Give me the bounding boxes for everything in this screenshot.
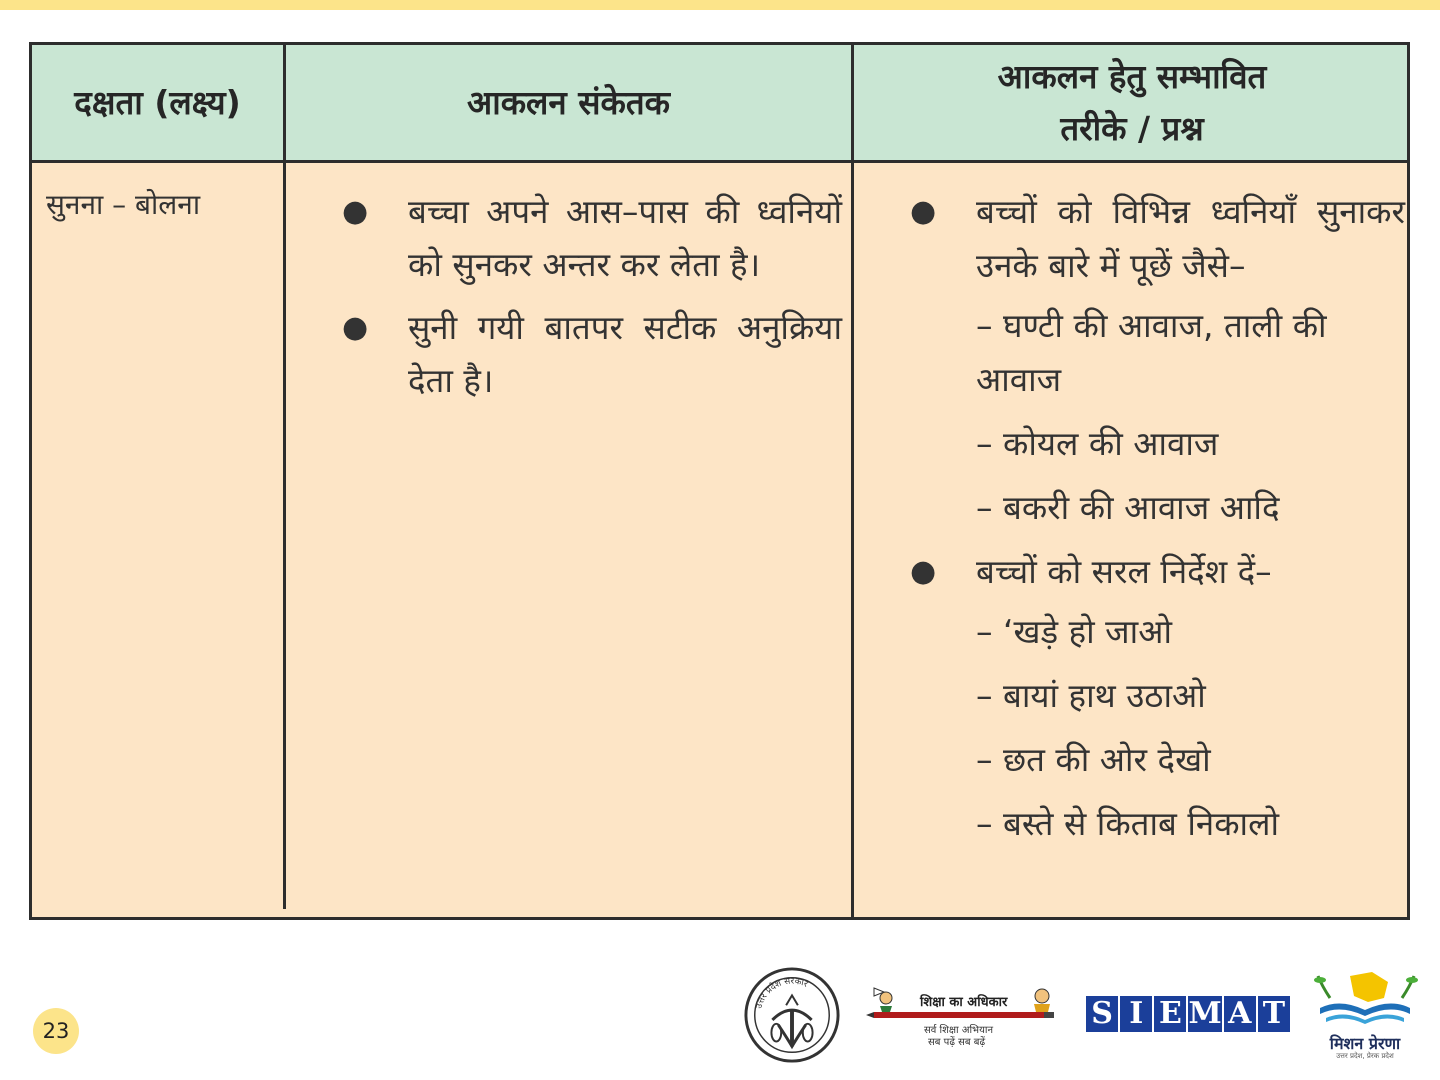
prerna-tagline: उत्तर प्रदेश, प्रेरक प्रदेश bbox=[1336, 1052, 1394, 1060]
page-number-badge: 23 bbox=[33, 1008, 79, 1054]
sub-list-item: – कोयल की आवाज bbox=[976, 424, 1219, 463]
list-item bbox=[900, 185, 1405, 293]
indicator-text: बच्चा अपने आस–पास की ध्वनियों को सुनकर अन्तर कर लेता है। bbox=[408, 192, 842, 284]
indicator-cell bbox=[332, 185, 842, 407]
prerna-title: मिशन प्रेरणा bbox=[1329, 1034, 1401, 1053]
method-cell bbox=[900, 185, 1405, 861]
method-text: बच्चों को विभिन्न ध्वनियाँ सुनाकर उनके बारे में पूछें जैसे– bbox=[976, 192, 1405, 285]
header-methods-line1: आकलन हेतु सम्भावित bbox=[997, 56, 1267, 96]
list-item bbox=[332, 301, 842, 407]
bullet-icon: ● bbox=[910, 554, 937, 589]
siemat-letter: S bbox=[1086, 996, 1118, 1032]
up-government-emblem-icon bbox=[743, 966, 841, 1064]
up-map-book-icon bbox=[1310, 968, 1420, 1032]
sub-list-item: – छत की ओर देखो bbox=[976, 740, 1211, 779]
list-item bbox=[900, 545, 1405, 599]
skill-cell: सुनना – बोलना bbox=[46, 188, 201, 221]
sub-list-item: – ‘खड़े हो जाओ bbox=[976, 612, 1172, 651]
method-text: बच्चों को सरल निर्देश दें– bbox=[976, 552, 1272, 591]
siemat-letter: A bbox=[1224, 996, 1256, 1032]
header-methods bbox=[854, 45, 1410, 160]
header-methods-line2: तरीके / प्रश्न bbox=[1060, 108, 1204, 148]
bullet-icon: ● bbox=[910, 194, 937, 229]
sub-list-item: – बस्ते से किताब निकालो bbox=[976, 804, 1280, 843]
svg-text:उत्तर प्रदेश सरकार: उत्तर प्रदेश सरकार bbox=[754, 976, 810, 1010]
indicator-text: सुनी गयी बातपर सटीक अनुक्रिया देता है। bbox=[408, 308, 842, 400]
bullet-icon: ● bbox=[342, 194, 369, 229]
sub-list-item: – बायां हाथ उठाओ bbox=[976, 676, 1206, 715]
ssa-logo bbox=[866, 982, 1062, 1052]
column-divider bbox=[851, 45, 854, 917]
assessment-table bbox=[29, 42, 1410, 920]
siemat-letter: M bbox=[1188, 996, 1222, 1031]
sub-list-item: – बकरी की आवाज आदि bbox=[976, 488, 1280, 527]
ssa-tagline: सब पढ़ें सब बढ़ें bbox=[928, 1037, 986, 1048]
siemat-letter: T bbox=[1258, 996, 1290, 1032]
top-accent-bar bbox=[0, 0, 1440, 10]
siemat-logo bbox=[1086, 996, 1290, 1032]
header-indicators: आकलन संकेतक bbox=[466, 82, 671, 122]
list-item bbox=[332, 185, 842, 291]
sub-list-item: – घण्टी की आवाज, ताली की आवाज bbox=[976, 306, 1327, 399]
bullet-icon: ● bbox=[342, 310, 369, 345]
siemat-letter: E bbox=[1154, 996, 1186, 1032]
column-divider bbox=[283, 45, 286, 909]
siemat-letter: I bbox=[1120, 996, 1152, 1032]
mission-prerna-logo bbox=[1310, 968, 1420, 1064]
ssa-title: शिक्षा का अधिकार bbox=[920, 995, 1008, 1010]
ssa-subtitle: सर्व शिक्षा अभियान bbox=[924, 1025, 994, 1036]
header-skill: दक्षता (लक्ष्य) bbox=[74, 82, 241, 122]
